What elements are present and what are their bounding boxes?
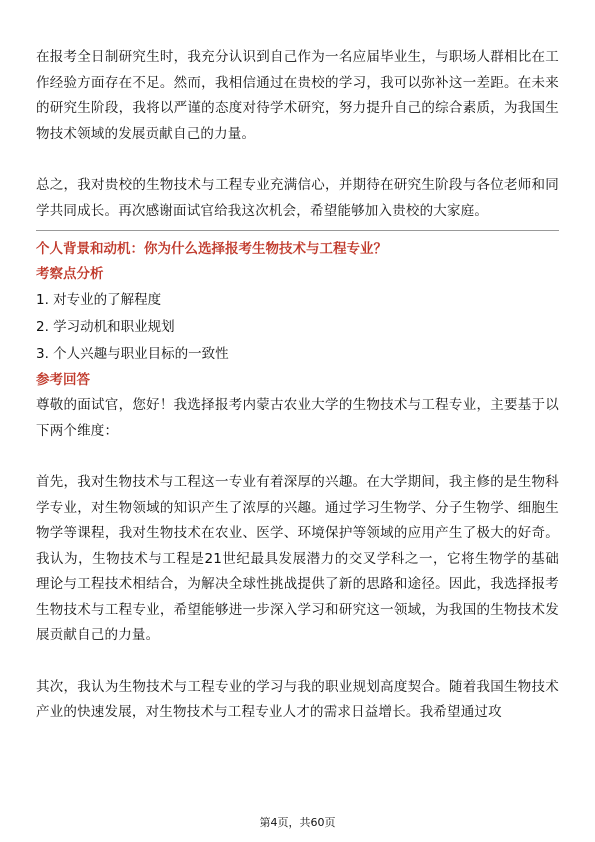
paragraph-gap	[36, 147, 559, 173]
question-heading: 个人背景和动机：你为什么选择报考生物技术与工程专业？	[36, 241, 387, 257]
intro-paragraph-1: 在报考全日制研究生时，我充分认识到自己作为一名应届毕业生，与职场人群相比在工作经验方面存在不足。然而，我相信通过在贵校的学习，我可以弥补这一差距。在未来的研究生阶段，我将以严谨的态度对待学术研究，努力提升自己的综合素质，为我国生物技术领域的发展贡献自己的力量。	[36, 49, 559, 142]
answer-opening: 尊敬的面试官，您好！我选择报考内蒙古农业大学的生物技术与工程专业，主要基于以下两个维度：	[36, 397, 559, 439]
answer-label: 参考回答	[36, 372, 90, 388]
answer-paragraph-2: 其次，我认为生物技术与工程专业的学习与我的职业规划高度契合。随着我国生物技术产业的快速发展，对生物技术与工程专业人才的需求日益增长。我希望通过攻	[36, 678, 559, 720]
analysis-label: 考察点分析	[36, 266, 104, 282]
page-content	[36, 45, 559, 726]
page-footer: 第4页，共60页	[259, 816, 336, 829]
analysis-item-1: 1. 对专业的了解程度	[36, 292, 162, 308]
analysis-item-3: 3. 个人兴趣与职业目标的一致性	[36, 346, 229, 362]
paragraph-gap	[36, 444, 559, 470]
intro-paragraph-2: 总之，我对贵校的生物技术与工程专业充满信心，并期待在研究生阶段与各位老师和同学共同成长。再次感谢面试官给我这次机会，希望能够加入贵校的大家庭。	[36, 177, 559, 219]
paragraph-gap	[36, 649, 559, 675]
analysis-item-2: 2. 学习动机和职业规划	[36, 319, 175, 335]
section-divider	[36, 230, 559, 231]
answer-paragraph-1: 首先，我对生物技术与工程这一专业有着深厚的兴趣。在大学期间，我主修的是生物科学专业，对生物领域的知识产生了浓厚的兴趣。通过学习生物学、分子生物学、细胞生物学等课程，我对生物技术在农业、医学、环境保护等领域的应用产生了极大的好奇。我认为，生物技术与工程是21世纪最具发展潜力的交叉学科之一，它将生物学的基础理论与工程技术相结合，为解决全球性挑战提供了新的思路和途径。因此，我选择报考生物技术与工程专业，希望能够进一步深入学习和研究这一领域，为我国的生物技术发展贡献自己的力量。	[36, 474, 559, 643]
